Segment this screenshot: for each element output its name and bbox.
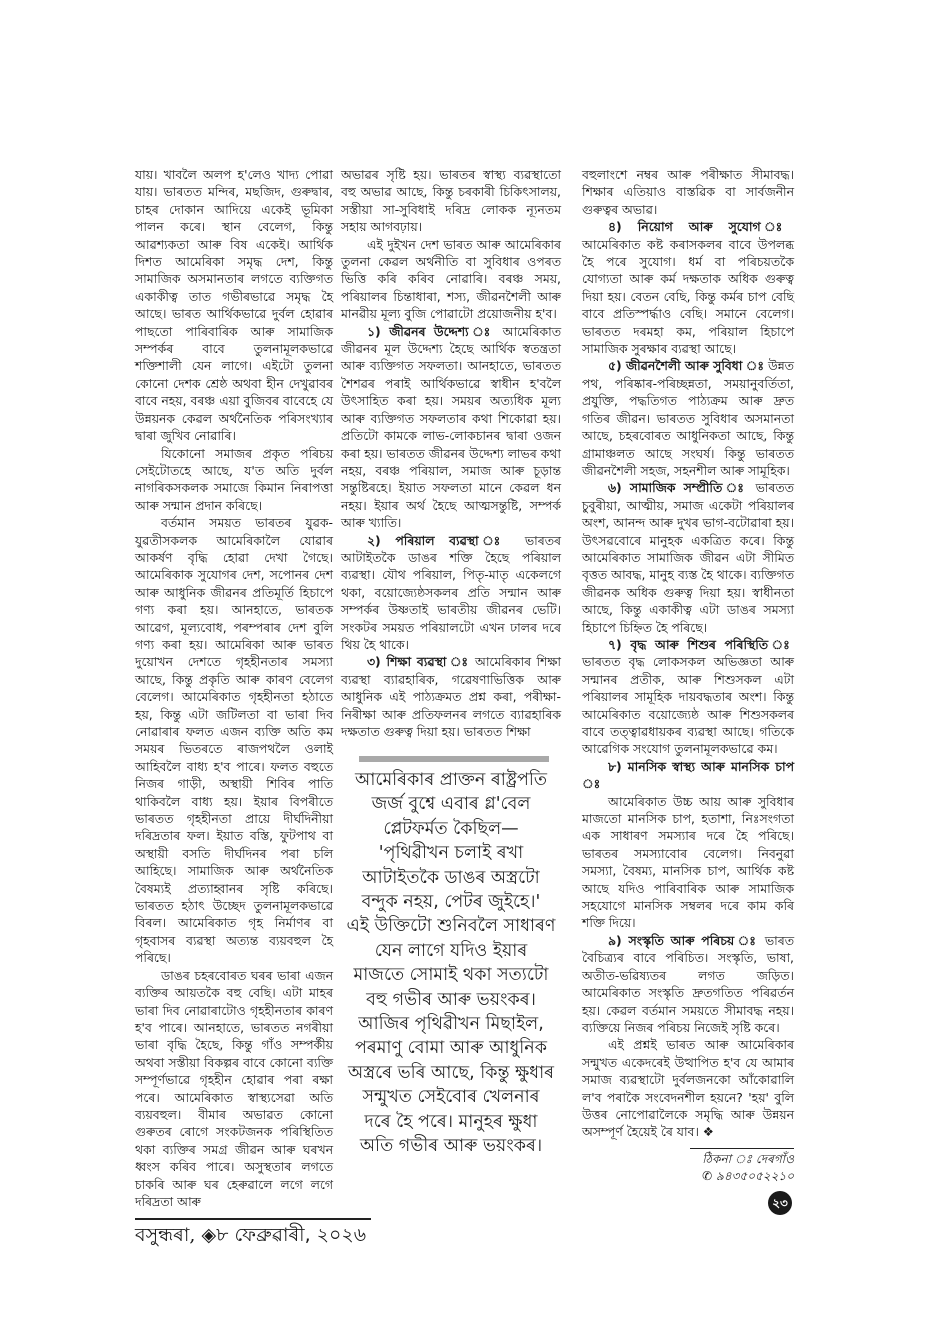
paragraph bbox=[135, 514, 333, 967]
paragraph-text: এই দুইখন দেশ ভাৰত আৰু আমেৰিকাৰ তুলনা কেৱল অৰ্থনীতি বা সুবিধাৰ ওপৰত ভিত্তি কৰি কৰিব নোৱাৰি। বৰঞ্চ সময়, পৰিয়ালৰ চিন্তাধাৰা, শস্য, জীৱনশৈলী আৰু মানৱীয় মূল্য বুজি পোৱাটো প্ৰয়োজনীয় হ'ব। bbox=[341, 236, 561, 322]
article-column-2 bbox=[341, 166, 561, 740]
footer bbox=[135, 1222, 366, 1248]
paragraph bbox=[341, 653, 561, 740]
paragraph-text: যায়। খাবলৈ অলপ হ'লেও খাদ্য পোৱা যায়। ভাৰতত মন্দিৰ, মছজিদ, গুৰুদ্বাৰ, চাহৰ দোকান আদিয়ে একেই ভূমিকা পালন কৰে। স্থান বেলেগ, কিন্তু আৱশ্যকতা আৰু বিষ একেই। আৰ্থিক দিশত আমেৰিকা সমৃদ্ধ দেশ, কিন্তু সামাজিক অসমানতাৰ লগতে ব্যক্তিগত একাকীত্ব তাত গভীৰভাৱে সমৃদ্ধ হৈ আছে। ভাৰত আৰ্থিকভাৱে দুৰ্বল হোৱাৰ পাছতো পাৰিবাৰিক আৰু সামাজিক সম্পৰ্কৰ বাবে তুলনামূলকভাৱে শক্তিশালী যেন লাগে। এইটো তুলনা কোনো দেশক শ্ৰেষ্ঠ অথবা হীন দেখুৱাবৰ বাবে নহয়, বৰঞ্চ এয়া বুজিবৰ বাবেহে যে উন্নয়নক কেৱল অৰ্থনৈতিক পৰিসংখ্যাৰ দ্বাৰা জুখিব নোৱাৰি। bbox=[135, 167, 333, 444]
paragraph bbox=[135, 166, 333, 445]
publication-name: বসুন্ধৰা, bbox=[135, 1224, 196, 1246]
paragraph-text: আমেৰিকাত কষ্ট কৰাসকলৰ বাবে উপলব্ধ হৈ পৰে সুযোগ। ধৰ্ম বা পৰিচয়তকৈ যোগ্যতা আৰু কৰ্ম দক্ষতাক অধিক গুৰুত্ব দিয়া হয়। বেতন বেছি, কিন্তু কৰ্মৰ চাপ বেছি বাবে প্ৰতিস্পৰ্দ্ধাও বেছি। সমানে বেলেগ। ভাৰতত দৰমহা কম, পৰিয়াল হিচাপে সামাজিক সুৰক্ষাৰ ব্যৱস্থা আছে। bbox=[582, 236, 794, 357]
pull-quote-line: প্লেটফৰ্মত কৈছিল— bbox=[383, 818, 519, 839]
paragraph bbox=[582, 758, 794, 793]
pull-quote-text bbox=[341, 768, 561, 1159]
paragraph bbox=[582, 636, 794, 758]
paragraph bbox=[135, 445, 333, 515]
section-heading: ৩) শিক্ষা ব্যৱস্থা ঃ bbox=[367, 654, 470, 670]
section-heading: ১) জীৱনৰ উদ্দেশ্য ঃ bbox=[367, 323, 495, 339]
page-number: ২৩ bbox=[768, 1191, 792, 1215]
paragraph-text: এই প্ৰশ্নই ভাৰত আৰু আমেৰিকাৰ সন্মুখত একেদৰেই উত্থাপিত হ'ব যে আমাৰ সমাজ ব্যৱস্থাটো দুৰ্বলজনকো আঁকোৱালি ল'ব পৰাকৈ সংবেদনশীল হয়নে? 'হয়' বুলি উত্তৰ নোপোৱালৈকে সমৃদ্ধি আৰু উন্নয়ন অসম্পূৰ্ণ হৈয়েই ৰৈ যাব। ❖ bbox=[582, 1037, 794, 1140]
pull-quote-line: 'পৃথিৱীখন চলাই ৰখা bbox=[378, 843, 524, 864]
pull-quote-line: পৰমাণু বোমা আৰু আধুনিক bbox=[354, 1038, 547, 1059]
paragraph-text: উন্নত পথ, পৰিষ্কাৰ-পৰিচ্ছন্নতা, সময়ানুবৰ্তিতা, প্ৰযুক্তি, পদ্ধতিগত পাঠ্যক্ৰম আৰু দ্ৰুত গতিৰ জীৱন। ভাৰতত সুবিধাৰ অসমানতা আছে, চহৰবোৰত আধুনিকতা আছে, কিন্তু গ্ৰামাঞ্চলত আছে সংঘৰ্ষ। কিন্তু ভাৰতত জীৱনশৈলী সহজ, সহনশীল আৰু সামূহিক। bbox=[582, 358, 794, 478]
paragraph bbox=[582, 793, 794, 932]
section-heading: ২) পৰিয়াল ব্যৱস্থা ঃ bbox=[367, 532, 511, 548]
paragraph bbox=[341, 236, 561, 323]
paragraph-text: আমেৰিকাত উচ্চ আয় আৰু সুবিধাৰ মাজতো মানসিক চাপ, হতাশা, নিঃসংগতা এক সাধাৰণ সমস্যাৰ দৰে হৈ পৰিছে। ভাৰতৰ সমস্যাবোৰ বেলেগ। নিবনুৱা সমস্যা, বৈষম্য, মানসিক চাপ, আৰ্থিক কষ্ট আছে যদিও পাৰিবাৰিক আৰু সামাজিক সহযোগে মানসিক সম্বলৰ দৰে কাম কৰি শক্তি দিয়ে। bbox=[582, 793, 794, 931]
pull-quote-line: দৰে হৈ পৰে। মানুহৰ ক্ষুধা bbox=[364, 1111, 538, 1132]
section-heading: ৪) নিয়োগ আৰু সুযোগ ঃ bbox=[608, 219, 794, 235]
pull-quote-line: জৰ্জ বুশ্বে এবাৰ গ্ল'বেল bbox=[371, 794, 531, 815]
paragraph-text: আমেৰিকাৰ শিক্ষা ব্যৱস্থা ব্যাৱহাৰিক, গৱেষণাভিত্তিক আৰু আধুনিক এই পাঠ্যক্ৰমত প্ৰশ্ন কৰা, পৰীক্ষা-নিৰীক্ষা আৰু প্ৰতিফলনৰ লগতে ব্যাৱহাৰিক দক্ষতাত গুৰুত্ব দিয়া হয়। ভাৰতত শিক্ষা bbox=[341, 654, 561, 739]
pull-quote-line: আটাইতকৈ ডাঙৰ অস্ত্ৰটো bbox=[362, 867, 540, 888]
pull-quote-line: যেন লাগে যদিও ইয়াৰ bbox=[374, 940, 528, 961]
pull-quote-line: সন্মুখত সেইবোৰ খেলনাৰ bbox=[362, 1087, 540, 1108]
paragraph bbox=[135, 967, 333, 1211]
article-column-1 bbox=[135, 166, 333, 1210]
pull-quote-line: অতি গভীৰ আৰু ভয়ংকৰ। bbox=[359, 1136, 543, 1157]
paragraph bbox=[582, 1036, 794, 1140]
author-address: ঠিকনা ঃ দেৰগাঁও bbox=[702, 1152, 794, 1166]
paragraph-text: আমেৰিকাত জীৱনৰ মূল উদ্দেশ্য হৈছে আৰ্থিক স্বতন্ত্ৰতা আৰু ব্যক্তিগত সফলতা। আনহাতে, ভাৰতত শৈশৱৰ পৰাই আৰ্থিকভাৱে স্বাধীন হ'বলৈ উৎসাহিত কৰা হয়। সময়ৰ অত্যধিক মূল্য আৰু ব্যক্তিগত সফলতাৰ কথা শিকোৱা হয়। প্ৰতিটো কামকে লাভ-লোকচানৰ দ্বাৰা ওজন কৰা হয়। ভাৰতত জীৱনৰ উদ্দেশ্য লাভৰ কথা নহয়, বৰঞ্চ পৰিয়াল, সমাজ আৰু চূড়ান্ত সন্তুষ্টিৰহে। ইয়াত সফলতা মানে কেৱল ধন নহয়। ইয়াৰ অৰ্থ হৈছে আত্মসন্তুষ্টি, সম্পৰ্ক আৰু খ্যাতি। bbox=[341, 323, 561, 531]
paragraph-text: ভাৰতত চুবুৰীয়া, আত্মীয়, সমাজ একেটা পৰিয়ালৰ অংশ, আনন্দ আৰু দুখৰ ভাগ-বটোৱাৰা হয়। উৎসৱবোৰে মানুহক একত্ৰিত কৰে। কিন্তু আমেৰিকাত সামাজিক জীৱন এটা সীমিত বৃত্তত আবদ্ধ, মানুহ ব্যস্ত হৈ থাকে। ব্যক্তিগত জীৱনক অধিক গুৰুত্ব দিয়া হয়। স্বাধীনতা আছে, কিন্তু একাকীত্ব এটা ডাঙৰ সমস্যা হিচাপে চিহ্নিত হৈ পৰিছে। bbox=[582, 480, 794, 635]
pull-quote-line: মাজতে সোমাই থকা সত্যটো bbox=[353, 965, 549, 986]
issue-date: ◈৮ ফেব্ৰুৱাৰী, ২০২৬ bbox=[201, 1224, 367, 1246]
section-heading: ৫) জীৱনশৈলী আৰু সুবিধা ঃ bbox=[608, 358, 764, 374]
paragraph-text: বহুলাংশে নম্বৰ আৰু পৰীক্ষাত সীমাবদ্ধ। শিক্ষাৰ এতিয়াও বাস্তৱিক বা সাৰ্বজনীন গুৰুত্বৰ অভাৱ। bbox=[582, 167, 794, 217]
article-column-3 bbox=[582, 166, 794, 1141]
author-info bbox=[690, 1148, 794, 1185]
pull-quote-line: বহু গভীৰ আৰু ভয়ংকৰ। bbox=[366, 989, 536, 1010]
section-heading: ৮) মানসিক স্বাস্থ্য আৰু মানসিক চাপ ঃ bbox=[582, 758, 794, 792]
paragraph bbox=[341, 532, 561, 654]
pull-quote-box bbox=[341, 756, 561, 1159]
section-heading: ৯) সংস্কৃতি আৰু পৰিচয় ঃ bbox=[608, 932, 759, 948]
author-phone-line bbox=[690, 1168, 794, 1185]
pull-quote-line: এই উক্তিটো শুনিবলৈ সাধাৰণ bbox=[346, 916, 556, 937]
phone-icon: ✆ bbox=[702, 1169, 713, 1183]
paragraph-text: যিকোনো সমাজৰ প্ৰকৃত পৰিচয় সেইটোতহে আছে, য'ত অতি দুৰ্বল নাগৰিকসকলক সমাজে কিমান নিৰাপত্তা আৰু সন্মান প্ৰদান কৰিছে। bbox=[135, 445, 333, 513]
pull-quote-line: আমেৰিকাৰ প্ৰাক্তন ৰাষ্ট্ৰপতি bbox=[355, 770, 547, 790]
paragraph bbox=[582, 166, 794, 218]
paragraph bbox=[341, 323, 561, 532]
footer-divider bbox=[135, 1218, 371, 1220]
paragraph bbox=[582, 932, 794, 1036]
paragraph-text: ডাঙৰ চহৰবোৰত ঘৰৰ ভাৰা এজন ব্যক্তিৰ আয়তকৈ বহু বেছি। এটা মাহৰ ভাৰা দিব নোৱাৰাটোও গৃহহীনতাৰ কাৰণ হ'ব পাৰে। আনহাতে, ভাৰতত নগৰীয়া ভাৰা বৃদ্ধি হৈছে, কিন্তু গাঁও সম্পৰ্কীয় অথবা সস্তীয়া বিকল্পৰ বাবে কোনো ব্যক্তি সম্পূৰ্ণভাৱে গৃহহীন হোৱাৰ পৰা ৰক্ষা পৰে। আমেৰিকাত স্বাস্থ্যসেৱা অতি ব্যয়বহুল। বীমাৰ অভাৱত কোনো গুৰুতৰ ৰোগে সংকটজনক পৰিস্থিতিত থকা ব্যক্তিৰ সমগ্ৰ জীৱন আৰু ঘৰখন ধ্বংস কৰিব পাৰে। অসুস্থতাৰ লগতে চাকৰি আৰু ঘৰ হেৰুৱালে লগে লগে দৰিদ্ৰতা আৰু bbox=[135, 967, 333, 1209]
section-heading: ৭) বৃদ্ধ আৰু শিশুৰ পৰিস্থিতি ঃ bbox=[608, 636, 794, 652]
paragraph bbox=[582, 479, 794, 636]
pull-quote-line: আজিৰ পৃথিৱীখন মিছাইল, bbox=[358, 1014, 544, 1035]
paragraph-text: ভাৰতৰ আটাইতকৈ ডাঙৰ শক্তি হৈছে পৰিয়াল ব্যৱস্থা। যৌথ পৰিয়াল, পিতৃ-মাতৃ একেলগে থকা, বয়োজ্যেষ্ঠসকলৰ প্ৰতি সন্মান আৰু সম্পৰ্কৰ উষ্ণতাই ভাৰতীয় জীৱনৰ ভেটি। সংকটৰ সময়ত পৰিয়ালটো এখন ঢালৰ দৰে থিয় হৈ থাকে। bbox=[341, 532, 561, 652]
paragraph bbox=[582, 357, 794, 479]
pull-quote-line: অস্ত্ৰৰে ভৰি আছে, কিন্তু ক্ষুধাৰ bbox=[347, 1062, 555, 1083]
section-heading: ৬) সামাজিক সম্প্ৰীতি ঃ bbox=[608, 480, 748, 496]
paragraph-text: ভাৰত বৈচিত্ৰ্যৰ বাবে পৰিচিত। সংস্কৃতি, ভাষা, অতীত-ভৱিষ্যতৰ লগত জড়িত। আমেৰিকাত সংস্কৃতি দ্ৰুতগতিত পৰিৱৰ্তন হয়। কেৱল বৰ্তমান সময়তে সীমাবদ্ধ নহয়। ব্যক্তিয়ে নিজৰ পৰিচয় নিজেই সৃষ্টি কৰে। bbox=[582, 932, 794, 1035]
paragraph-text: ভাৰতত বৃদ্ধ লোকসকল অভিজ্ঞতা আৰু সন্মানৰ প্ৰতীক, আৰু শিশুসকল এটা পৰিয়ালৰ সামূহিক দায়বদ্ধতাৰ অংশ। কিন্তু আমেৰিকাত বয়োজ্যেষ্ঠ আৰু শিশুসকলৰ বাবে তত্ত্বাৱধায়কৰ ব্যৱস্থা আছে। গতিকে আৱেগিক সংযোগ তুলনামূলকভাৱে কম। bbox=[582, 654, 794, 757]
paragraph-text: বৰ্তমান সময়ত ভাৰতৰ যুৱক-যুৱতীসকলক আমেৰিকালৈ যোৱাৰ আকৰ্ষণ বৃদ্ধি হোৱা দেখা গৈছে। আমেৰিকাক সুযোগৰ দেশ, সপোনৰ দেশ আৰু আধুনিক জীৱনৰ প্ৰতিমূৰ্তি হিচাপে গণ্য কৰা হয়। আনহাতে, ভাৰতক আৱেগ, মূল্যবোধ, পৰম্পৰাৰ দেশ বুলি গণ্য কৰা হয়। আমেৰিকা আৰু ভাৰত দুয়োখন দেশতে গৃহহীনতাৰ সমস্যা আছে, কিন্তু প্ৰকৃতি আৰু কাৰণ বেলেগ বেলেগ। আমেৰিকাত গৃহহীনতা হঠাতে হয়, কিন্তু এটা জটিলতা বা ভাৰা দিব নোৱাৰাৰ ফলত এজন ব্যক্তি অতি কম সময়ৰ ভিতৰতে ৰাজপথলৈ ওলাই আহিবলৈ বাধ্য হ'ব পাৰে। ফলত বহুতে নিজৰ গাড়ী, অস্থায়ী শিবিৰ পাতি থাকিবলৈ বাধ্য হয়। ইয়াৰ বিপৰীতে ভাৰতত গৃহহীনতা প্ৰায়ে দীৰ্ঘদিনীয়া দৰিদ্ৰতাৰ ফল। ইয়াত বস্তি, ফুটপাথ বা অস্থায়ী বসতি দীৰ্ঘদিনৰ পৰা চলি আহিছে। সামাজিক আৰু অৰ্থনৈতিক বৈষম্যই প্ৰত্যাহ্বানৰ সৃষ্টি কৰিছে। ভাৰতত হঠাৎ উচ্ছেদ তুলনামূলকভাৱে বিৰল। আমেৰিকাত গৃহ নিৰ্মাণৰ বা গৃহবাসৰ ব্যৱস্থা অত্যন্ত ব্যয়বহুল হৈ পৰিছে। bbox=[135, 515, 333, 966]
pull-quote-line: বন্দুক নহয়, পেটৰ জুইহে।' bbox=[361, 892, 541, 913]
paragraph bbox=[582, 218, 794, 357]
author-phone: ৯৪৩৫০৫২২১০ bbox=[716, 1169, 794, 1183]
pull-quote-top-bar bbox=[359, 756, 549, 762]
paragraph bbox=[341, 166, 561, 236]
paragraph-text: অভাৱৰ সৃষ্টি হয়। ভাৰতৰ স্বাস্থ্য ব্যৱস্থাতো বহু অভাৱ আছে, কিন্তু চৰকাৰী চিকিৎসালয়, সস্তীয়া সা-সুবিধাই দৰিদ্ৰ লোকক ন্যূনতম সহায় আগবঢ়ায়। bbox=[341, 167, 561, 235]
